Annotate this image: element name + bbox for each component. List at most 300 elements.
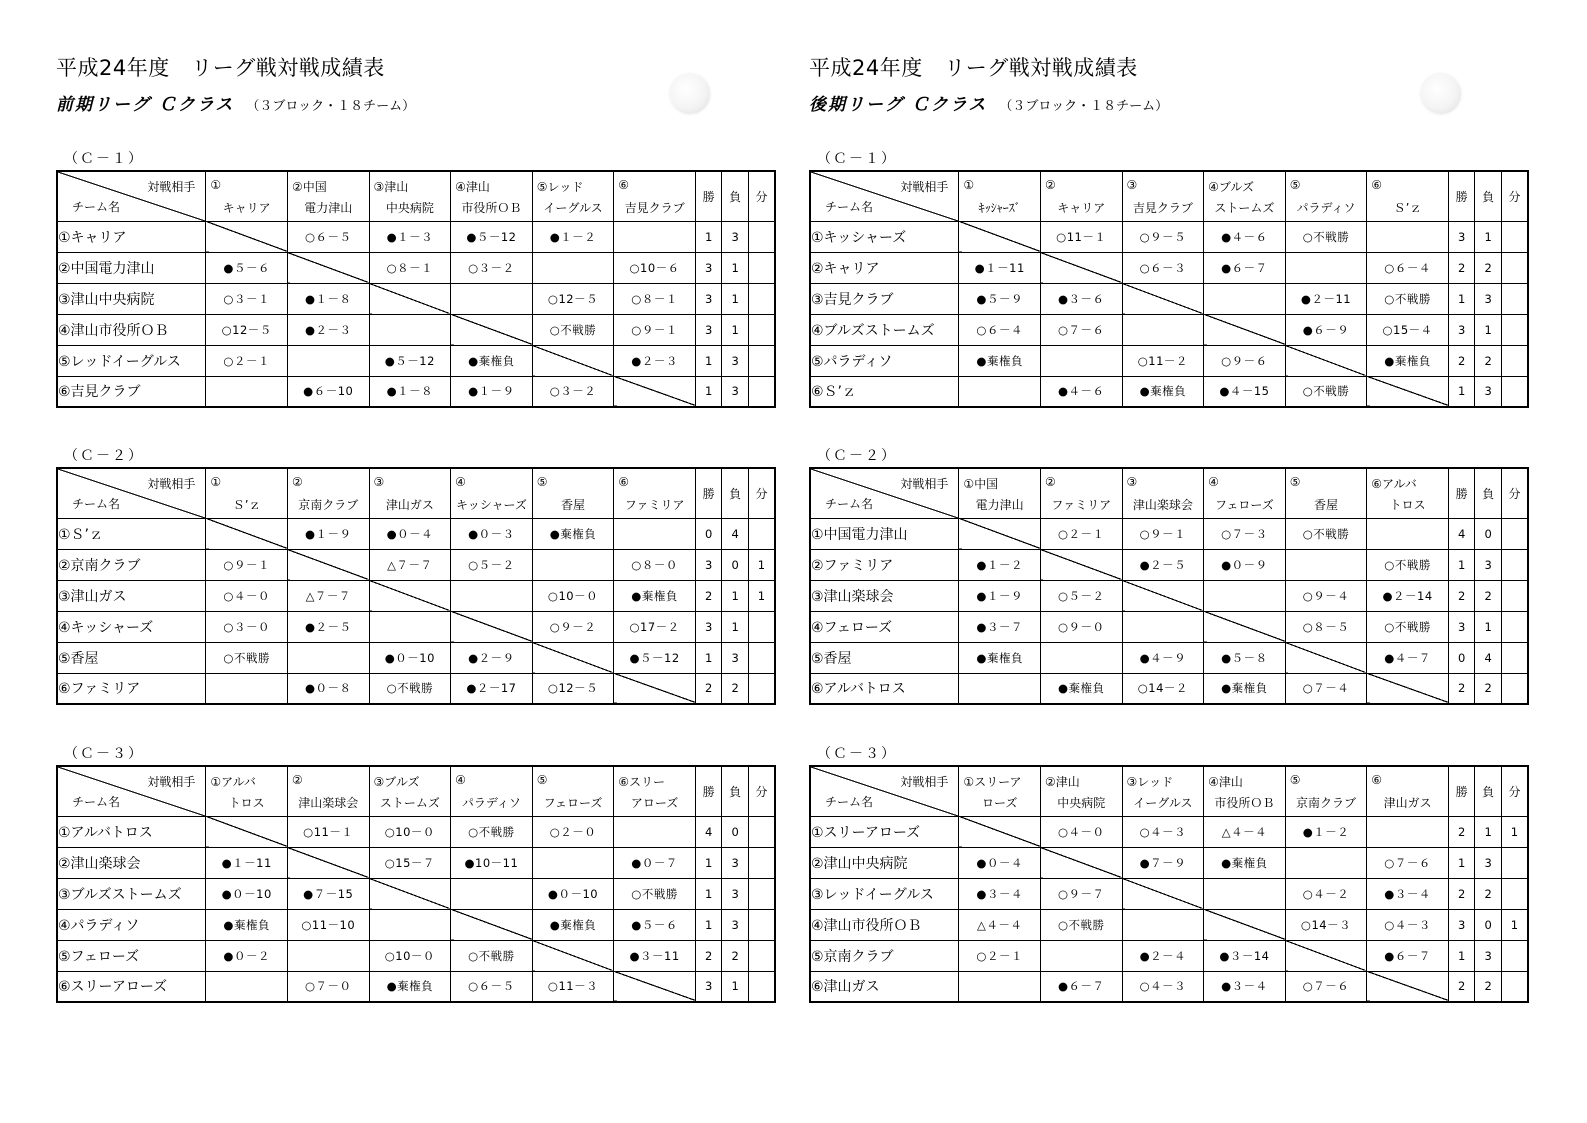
opponent-name: ローズ (981, 796, 1018, 810)
result-cell: ●３－４ (1367, 878, 1449, 909)
draws-count (748, 878, 775, 909)
team-name: ⑤香屋 (810, 642, 959, 673)
result-cell: ●４－９ (1122, 642, 1204, 673)
result-cell: ○９－４ (1285, 580, 1367, 611)
team-name: ②津山楽球会 (57, 847, 206, 878)
result-cell: ○４－０ (206, 580, 288, 611)
corner-cell (57, 468, 206, 518)
result-cell: ○10－０ (532, 580, 614, 611)
result-cell: ○６－５ (287, 221, 369, 252)
losses-count: 1 (722, 283, 749, 314)
team-row (810, 518, 1528, 549)
result-cell: ○２－０ (532, 816, 614, 847)
result-cell (959, 376, 1041, 407)
self-match-cell (1122, 580, 1204, 611)
losses-count: 3 (722, 221, 749, 252)
result-cell: ○不戦勝 (1040, 909, 1122, 940)
opponent-name: 市役所ＯＢ (1214, 796, 1275, 810)
opponent-number: ③ (373, 475, 385, 489)
result-cell: ●１－９ (451, 376, 533, 407)
wins-count: 3 (695, 283, 722, 314)
self-match-cell (532, 345, 614, 376)
result-cell: ●棄権負 (959, 642, 1041, 673)
block-label: （Ｃ－３） (64, 746, 144, 762)
wins-count: 1 (1448, 283, 1475, 314)
opponent-number: ①アルバ (210, 775, 256, 789)
self-match-cell (1204, 909, 1286, 940)
wins-count: 1 (1448, 940, 1475, 971)
team-row (57, 283, 775, 314)
result-cell: ○11－１ (1040, 221, 1122, 252)
team-name: ③津山楽球会 (810, 580, 959, 611)
result-cell: ●０－10 (532, 878, 614, 909)
opponent-name: ファミリア (1051, 498, 1112, 512)
team-row (57, 580, 775, 611)
result-cell: ○６－４ (1367, 252, 1449, 283)
losses-count: 2 (1475, 878, 1502, 909)
self-match-cell (1367, 673, 1449, 704)
result-cell: ○不戦勝 (369, 673, 451, 704)
team-name: ②中国電力津山 (57, 252, 206, 283)
result-cell: ○12－５ (532, 283, 614, 314)
result-cell: ●０－３ (451, 518, 533, 549)
draws-count (748, 345, 775, 376)
result-cell: ●２－14 (1367, 580, 1449, 611)
team-name: ⑥アルバトロス (810, 673, 959, 704)
result-cell: ●棄権負 (1040, 673, 1122, 704)
self-match-cell (206, 221, 288, 252)
result-cell: ○９－１ (1122, 518, 1204, 549)
self-match-cell (1122, 878, 1204, 909)
self-match-cell (369, 283, 451, 314)
result-cell: ●４－15 (1204, 376, 1286, 407)
wins-count: 3 (695, 314, 722, 345)
opponent-header (1122, 468, 1204, 518)
team-row (810, 940, 1528, 971)
losses-count: 2 (1475, 252, 1502, 283)
team-row (57, 971, 775, 1002)
corner-cell (810, 766, 959, 816)
wins-count: 2 (695, 673, 722, 704)
block-label: （Ｃ－３） (817, 746, 897, 762)
opponent-number: ⑤ (1289, 178, 1301, 192)
draws-count (1501, 673, 1528, 704)
result-cell: ○10－０ (369, 940, 451, 971)
team-name: ①中国電力津山 (810, 518, 959, 549)
result-cell: ○９－１ (206, 549, 288, 580)
result-cell: ●５－６ (614, 909, 696, 940)
team-name: ⑥Ｓ’ｚ (810, 376, 959, 407)
draws-header: 分 (748, 171, 775, 221)
draws-count (1501, 314, 1528, 345)
wins-count: 1 (695, 345, 722, 376)
opponent-number: ④ (455, 773, 466, 787)
team-row (810, 376, 1528, 407)
result-cell: ○９－５ (1122, 221, 1204, 252)
result-cell (1367, 221, 1449, 252)
opponent-name: 市役所ＯＢ (461, 201, 522, 215)
team-name: ④キッシャーズ (57, 611, 206, 642)
opponent-number: ① (210, 475, 222, 489)
draws-header: 分 (1501, 171, 1528, 221)
result-cell: ●２－17 (451, 673, 533, 704)
header-row (810, 766, 1528, 816)
result-cell: ●０－10 (369, 642, 451, 673)
result-cell: ●６－９ (1285, 314, 1367, 345)
result-cell: ○８－１ (614, 283, 696, 314)
losses-count: 3 (722, 642, 749, 673)
losses-count: 3 (1475, 376, 1502, 407)
draws-count (748, 376, 775, 407)
result-cell: ○９－１ (614, 314, 696, 345)
result-cell: ●７－９ (1122, 847, 1204, 878)
result-cell: ●10－11 (451, 847, 533, 878)
opponent-number: ⑤ (536, 773, 548, 787)
corner-team-label: チーム名 (825, 794, 874, 809)
opponent-name: アローズ (630, 796, 679, 810)
result-cell: ●２－５ (287, 611, 369, 642)
opponent-number: ③ (1126, 178, 1138, 192)
losses-header: 負 (722, 766, 749, 816)
draws-count (1501, 611, 1528, 642)
opponent-name: トロス (1389, 498, 1426, 512)
wins-count: 3 (1448, 314, 1475, 345)
team-row (810, 221, 1528, 252)
result-cell: ○９－２ (532, 611, 614, 642)
opponent-header (1204, 766, 1286, 816)
opponent-number: ⑥ (1371, 178, 1383, 192)
result-cell: ○11－１ (287, 816, 369, 847)
draws-count: 1 (748, 549, 775, 580)
result-cell: ○７－６ (1040, 314, 1122, 345)
result-cell: △７－７ (369, 549, 451, 580)
opponent-header (287, 171, 369, 221)
team-row (57, 376, 775, 407)
wins-header: 勝 (1448, 468, 1475, 518)
result-cell: ●３－７ (959, 611, 1041, 642)
losses-count: 3 (1475, 847, 1502, 878)
losses-count: 1 (1475, 816, 1502, 847)
result-cell: ●３－４ (959, 878, 1041, 909)
self-match-cell (1285, 940, 1367, 971)
corner-opponent-label: 対戦相手 (147, 477, 196, 491)
opponent-number: ⑤ (536, 475, 548, 489)
opponent-number: ⑤ (1289, 475, 1301, 489)
result-cell: ●２－３ (287, 314, 369, 345)
opponent-name: キャリア (222, 201, 271, 215)
team-name: ⑤レッドイーグルス (57, 345, 206, 376)
self-match-cell (1285, 642, 1367, 673)
opponent-header (1204, 468, 1286, 518)
result-cell: ○12－５ (206, 314, 288, 345)
result-cell: ○不戦勝 (1367, 611, 1449, 642)
team-row (810, 909, 1528, 940)
self-match-cell (287, 252, 369, 283)
team-row (810, 252, 1528, 283)
result-cell: ●７－15 (287, 878, 369, 909)
opponent-header (1285, 171, 1367, 221)
draws-count (1501, 252, 1528, 283)
opponent-header (287, 766, 369, 816)
subtitle-note: （３ブロック・１８チーム） (999, 99, 1169, 114)
team-row (810, 314, 1528, 345)
opponent-name: 津山楽球会 (1132, 498, 1193, 512)
losses-count: 4 (1475, 642, 1502, 673)
standings-table (56, 467, 776, 705)
team-name: ⑥スリーアローズ (57, 971, 206, 1002)
opponent-header (451, 766, 533, 816)
corner-opponent-label: 対戦相手 (900, 477, 949, 491)
result-cell (369, 909, 451, 940)
result-cell (1040, 642, 1122, 673)
wins-count: 2 (695, 580, 722, 611)
block-label: （Ｃ－１） (817, 151, 897, 167)
block-label: （Ｃ－２） (817, 448, 897, 464)
team-row (57, 345, 775, 376)
result-cell: ○15－７ (369, 847, 451, 878)
wins-header: 勝 (695, 171, 722, 221)
result-cell: ●０－４ (959, 847, 1041, 878)
team-name: ④ブルズストームズ (810, 314, 959, 345)
draws-count (748, 940, 775, 971)
result-cell: ○不戦勝 (1285, 518, 1367, 549)
team-row (810, 816, 1528, 847)
draws-count (1501, 376, 1528, 407)
wins-count: 1 (695, 376, 722, 407)
team-name: ②ファミリア (810, 549, 959, 580)
opponent-number: ②中国 (291, 180, 327, 194)
result-cell: ●２－３ (614, 345, 696, 376)
team-row (810, 847, 1528, 878)
team-row (57, 940, 775, 971)
opponent-name: フェローズ (543, 796, 603, 810)
opponent-header (959, 171, 1041, 221)
opponent-name: フェローズ (1215, 498, 1274, 512)
result-cell: ○３－１ (206, 283, 288, 314)
result-cell: ○不戦勝 (614, 878, 696, 909)
result-cell (1204, 580, 1286, 611)
opponent-header (287, 468, 369, 518)
draws-count (748, 971, 775, 1002)
opponent-header (959, 766, 1041, 816)
team-name: ⑤香屋 (57, 642, 206, 673)
result-cell: ○不戦勝 (1367, 283, 1449, 314)
corner-opponent-label: 対戦相手 (147, 775, 196, 789)
self-match-cell (451, 314, 533, 345)
draws-count (748, 221, 775, 252)
team-name: ②キャリア (810, 252, 959, 283)
team-name: ⑥ファミリア (57, 673, 206, 704)
wins-count: 3 (1448, 221, 1475, 252)
draws-count (748, 283, 775, 314)
wins-count: 1 (695, 642, 722, 673)
result-cell: ●５－８ (1204, 642, 1286, 673)
result-cell: ○７－６ (1367, 847, 1449, 878)
self-match-cell (1040, 549, 1122, 580)
result-cell (287, 940, 369, 971)
opponent-number: ①中国 (963, 477, 999, 491)
result-cell: ○７－０ (287, 971, 369, 1002)
opponent-name: Ｓ’ｚ (232, 498, 261, 512)
opponent-name: パラディソ (1296, 201, 1356, 215)
wins-header: 勝 (695, 468, 722, 518)
result-cell: ○不戦勝 (1285, 376, 1367, 407)
result-cell: ○８－５ (1285, 611, 1367, 642)
draws-header: 分 (748, 468, 775, 518)
opponent-header (959, 468, 1041, 518)
result-cell (1040, 345, 1122, 376)
opponent-name: 津山楽球会 (298, 796, 359, 810)
result-cell (1204, 878, 1286, 909)
team-row (810, 549, 1528, 580)
team-name: ③吉見クラブ (810, 283, 959, 314)
panel-title: 平成24年度 リーグ戦対戦成績表 (809, 56, 1138, 80)
result-cell: ●０－９ (1204, 549, 1286, 580)
opponent-header (1122, 766, 1204, 816)
panel-subtitle (809, 90, 1168, 115)
opponent-name: 京南クラブ (298, 498, 359, 512)
self-match-cell (451, 909, 533, 940)
team-name: ⑤京南クラブ (810, 940, 959, 971)
result-cell: ○10－６ (614, 252, 696, 283)
corner-team-label: チーム名 (825, 496, 874, 511)
opponent-name: 吉見クラブ (624, 201, 685, 215)
standings-table (809, 765, 1529, 1003)
subtitle-note: （３ブロック・１８チーム） (246, 99, 416, 114)
header-row (57, 171, 775, 221)
wins-count: 0 (695, 518, 722, 549)
team-row (57, 847, 775, 878)
self-match-cell (614, 376, 696, 407)
result-cell: ●棄権負 (206, 909, 288, 940)
result-cell: ●５－12 (614, 642, 696, 673)
result-cell: ○不戦勝 (1285, 221, 1367, 252)
result-cell: ○５－２ (1040, 580, 1122, 611)
draws-count (1501, 518, 1528, 549)
losses-count: 2 (1475, 971, 1502, 1002)
losses-count: 3 (722, 345, 749, 376)
result-cell: ●６－７ (1367, 940, 1449, 971)
opponent-number: ② (291, 475, 303, 489)
opponent-number: ③レッド (1126, 775, 1174, 789)
result-cell (451, 580, 533, 611)
result-cell: ●１－11 (206, 847, 288, 878)
opponent-name: トロス (228, 796, 265, 810)
team-name: ⑥津山ガス (810, 971, 959, 1002)
result-cell: ●０－２ (206, 940, 288, 971)
opponent-header (532, 468, 614, 518)
self-match-cell (532, 642, 614, 673)
losses-header: 負 (722, 468, 749, 518)
header-row (810, 171, 1528, 221)
wins-count: 1 (695, 878, 722, 909)
opponent-number: ④ (455, 475, 466, 489)
result-cell: ○７－３ (1204, 518, 1286, 549)
opponent-header (614, 766, 696, 816)
result-cell (1285, 549, 1367, 580)
team-row (57, 314, 775, 345)
opponent-name: キッシャーズ (455, 498, 527, 512)
team-name: ⑤パラディソ (810, 345, 959, 376)
result-cell: ●棄権負 (959, 345, 1041, 376)
result-cell: ○９－７ (1040, 878, 1122, 909)
team-name: ③津山中央病院 (57, 283, 206, 314)
team-row (810, 971, 1528, 1002)
result-cell: ●１－２ (959, 549, 1041, 580)
result-cell: ●棄権負 (1204, 673, 1286, 704)
wins-count: 1 (695, 847, 722, 878)
draws-header: 分 (748, 766, 775, 816)
block-label: （Ｃ－１） (64, 151, 144, 167)
opponent-number: ① (963, 178, 975, 192)
opponent-header (451, 468, 533, 518)
result-cell (206, 376, 288, 407)
team-row (810, 642, 1528, 673)
result-cell: ○６－３ (1122, 252, 1204, 283)
result-cell (206, 673, 288, 704)
opponent-number: ② (291, 773, 303, 787)
self-match-cell (1285, 345, 1367, 376)
self-match-cell (959, 816, 1041, 847)
losses-count: 2 (1475, 345, 1502, 376)
wins-count: 3 (1448, 909, 1475, 940)
result-cell (532, 549, 614, 580)
opponent-name: 津山ガス (385, 498, 434, 512)
wins-count: 2 (1448, 971, 1475, 1002)
standings-table (56, 765, 776, 1003)
opponent-name: 中央病院 (1057, 796, 1106, 810)
result-cell: ●２－９ (451, 642, 533, 673)
corner-team-label: チーム名 (72, 794, 121, 809)
standings-table (56, 170, 776, 408)
result-cell: ●棄権負 (532, 518, 614, 549)
self-match-cell (1040, 252, 1122, 283)
opponent-header (369, 468, 451, 518)
self-match-cell (369, 580, 451, 611)
wins-count: 1 (1448, 847, 1475, 878)
result-cell: ●３－６ (1040, 283, 1122, 314)
result-cell: ●３－４ (1204, 971, 1286, 1002)
opponent-header (1367, 468, 1449, 518)
result-cell (451, 283, 533, 314)
result-cell (1040, 940, 1122, 971)
result-cell: ○６－４ (959, 314, 1041, 345)
wins-count: 3 (695, 971, 722, 1002)
opponent-header (1285, 766, 1367, 816)
opponent-header (206, 171, 288, 221)
result-cell: ●３－11 (614, 940, 696, 971)
opponent-number: ⑥ (1371, 773, 1383, 787)
team-row (810, 580, 1528, 611)
opponent-name: 京南クラブ (1295, 796, 1356, 810)
header-row (57, 766, 775, 816)
result-cell: ●１－２ (532, 221, 614, 252)
draws-count (748, 847, 775, 878)
draws-count: 1 (1501, 909, 1528, 940)
result-cell (1122, 611, 1204, 642)
draws-count: 1 (748, 580, 775, 611)
result-cell: ○15－４ (1367, 314, 1449, 345)
draws-count (748, 673, 775, 704)
losses-header: 負 (1475, 766, 1502, 816)
result-cell (614, 518, 696, 549)
result-cell: ●棄権負 (614, 580, 696, 611)
result-cell: △４－４ (1204, 816, 1286, 847)
result-cell (1367, 518, 1449, 549)
result-cell: ●棄権負 (451, 345, 533, 376)
losses-header: 負 (1475, 171, 1502, 221)
result-cell (451, 878, 533, 909)
